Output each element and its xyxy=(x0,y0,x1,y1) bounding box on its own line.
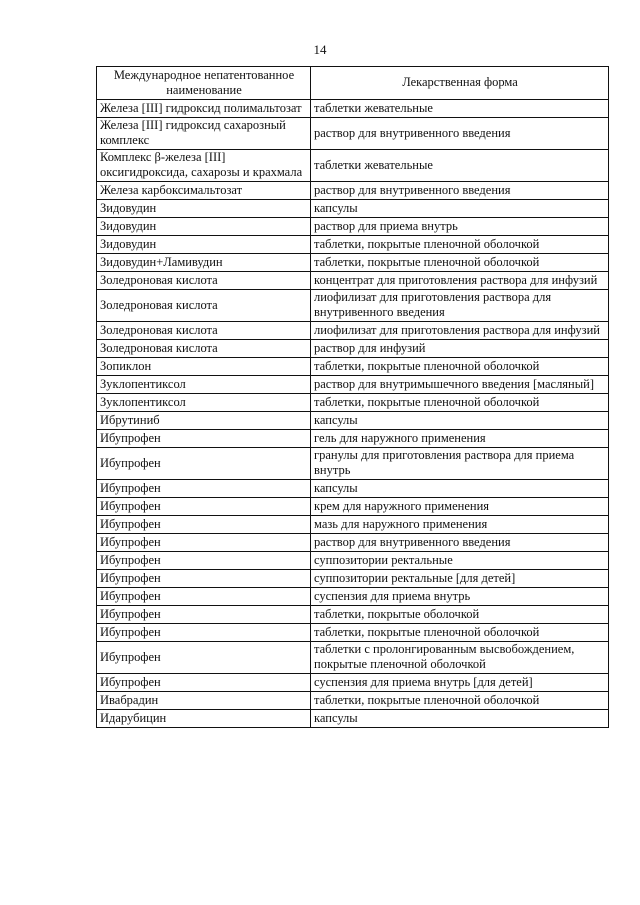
cell-dosage-form: раствор для инфузий xyxy=(311,340,609,358)
table-row xyxy=(97,498,609,516)
header-inn: Международное непатентованное наименование xyxy=(97,67,311,100)
cell-inn: Ибупрофен xyxy=(97,430,311,448)
table-row xyxy=(97,118,609,150)
table-row xyxy=(97,322,609,340)
table-row xyxy=(97,272,609,290)
cell-dosage-form: гранулы для приготовления раствора для приема внутрь xyxy=(311,448,609,480)
table-row xyxy=(97,534,609,552)
cell-dosage-form: суппозитории ректальные xyxy=(311,552,609,570)
cell-inn: Ибупрофен xyxy=(97,498,311,516)
cell-inn: Ибупрофен xyxy=(97,480,311,498)
table-row xyxy=(97,100,609,118)
cell-dosage-form: таблетки, покрытые пленочной оболочкой xyxy=(311,254,609,272)
cell-dosage-form: крем для наружного применения xyxy=(311,498,609,516)
table-row xyxy=(97,552,609,570)
table-body xyxy=(97,100,609,728)
cell-dosage-form: суспензия для приема внутрь [для детей] xyxy=(311,674,609,692)
table-row xyxy=(97,394,609,412)
cell-inn: Зидовудин xyxy=(97,236,311,254)
cell-inn: Золедроновая кислота xyxy=(97,290,311,322)
table-row xyxy=(97,692,609,710)
table-row xyxy=(97,340,609,358)
table-row xyxy=(97,254,609,272)
cell-inn: Золедроновая кислота xyxy=(97,272,311,290)
cell-inn: Ибупрофен xyxy=(97,624,311,642)
table-row xyxy=(97,448,609,480)
table-row xyxy=(97,606,609,624)
table-row xyxy=(97,150,609,182)
cell-inn: Зидовудин xyxy=(97,218,311,236)
cell-inn: Зуклопентиксол xyxy=(97,394,311,412)
cell-dosage-form: гель для наружного применения xyxy=(311,430,609,448)
cell-dosage-form: таблетки, покрытые пленочной оболочкой xyxy=(311,624,609,642)
table-row xyxy=(97,182,609,200)
table-header-row xyxy=(97,67,609,100)
cell-inn: Ивабрадин xyxy=(97,692,311,710)
cell-dosage-form: раствор для внутримышечного введения [масляный] xyxy=(311,376,609,394)
cell-dosage-form: таблетки, покрытые пленочной оболочкой xyxy=(311,394,609,412)
cell-dosage-form: таблетки жевательные xyxy=(311,150,609,182)
cell-dosage-form: таблетки с пролонгированным высвобождением, покрытые пленочной оболочкой xyxy=(311,642,609,674)
cell-inn: Ибрутиниб xyxy=(97,412,311,430)
table-row xyxy=(97,358,609,376)
table-row xyxy=(97,674,609,692)
cell-inn: Ибупрофен xyxy=(97,516,311,534)
cell-inn: Ибупрофен xyxy=(97,642,311,674)
drug-table xyxy=(96,66,609,728)
table-row xyxy=(97,376,609,394)
cell-inn: Ибупрофен xyxy=(97,606,311,624)
cell-inn: Ибупрофен xyxy=(97,448,311,480)
cell-dosage-form: суппозитории ректальные [для детей] xyxy=(311,570,609,588)
cell-inn: Железа [III] гидроксид полимальтозат xyxy=(97,100,311,118)
table-row xyxy=(97,200,609,218)
cell-dosage-form: раствор для приема внутрь xyxy=(311,218,609,236)
table-row xyxy=(97,480,609,498)
cell-dosage-form: капсулы xyxy=(311,412,609,430)
cell-inn: Золедроновая кислота xyxy=(97,322,311,340)
table-row xyxy=(97,412,609,430)
header-dosage-form: Лекарственная форма xyxy=(311,67,609,100)
cell-inn: Золедроновая кислота xyxy=(97,340,311,358)
cell-inn: Ибупрофен xyxy=(97,588,311,606)
table-row xyxy=(97,570,609,588)
cell-dosage-form: таблетки, покрытые пленочной оболочкой xyxy=(311,236,609,254)
table-row xyxy=(97,588,609,606)
cell-dosage-form: лиофилизат для приготовления раствора для инфузий xyxy=(311,322,609,340)
cell-inn: Ибупрофен xyxy=(97,534,311,552)
cell-dosage-form: суспензия для приема внутрь xyxy=(311,588,609,606)
cell-inn: Идарубицин xyxy=(97,710,311,728)
cell-inn: Зидовудин xyxy=(97,200,311,218)
cell-dosage-form: мазь для наружного применения xyxy=(311,516,609,534)
cell-dosage-form: раствор для внутривенного введения xyxy=(311,182,609,200)
cell-dosage-form: капсулы xyxy=(311,480,609,498)
cell-dosage-form: концентрат для приготовления раствора для инфузий xyxy=(311,272,609,290)
cell-dosage-form: раствор для внутривенного введения xyxy=(311,534,609,552)
cell-inn: Ибупрофен xyxy=(97,552,311,570)
table-row xyxy=(97,430,609,448)
table-row xyxy=(97,218,609,236)
cell-dosage-form: таблетки, покрытые пленочной оболочкой xyxy=(311,692,609,710)
table-row xyxy=(97,710,609,728)
cell-inn: Зопиклон xyxy=(97,358,311,376)
table-row xyxy=(97,624,609,642)
cell-dosage-form: таблетки, покрытые оболочкой xyxy=(311,606,609,624)
cell-dosage-form: таблетки, покрытые пленочной оболочкой xyxy=(311,358,609,376)
table-row xyxy=(97,236,609,254)
table-row xyxy=(97,290,609,322)
table-row xyxy=(97,516,609,534)
cell-inn: Железа карбоксимальтозат xyxy=(97,182,311,200)
cell-inn: Ибупрофен xyxy=(97,570,311,588)
cell-dosage-form: капсулы xyxy=(311,710,609,728)
cell-inn: Зуклопентиксол xyxy=(97,376,311,394)
cell-dosage-form: раствор для внутривенного введения xyxy=(311,118,609,150)
cell-inn: Железа [III] гидроксид сахарозный комплекс xyxy=(97,118,311,150)
cell-dosage-form: таблетки жевательные xyxy=(311,100,609,118)
table-row xyxy=(97,642,609,674)
cell-inn: Ибупрофен xyxy=(97,674,311,692)
cell-dosage-form: капсулы xyxy=(311,200,609,218)
cell-inn: Зидовудин+Ламивудин xyxy=(97,254,311,272)
cell-dosage-form: лиофилизат для приготовления раствора для внутривенного введения xyxy=(311,290,609,322)
cell-inn: Комплекс β-железа [III] оксигидроксида, сахарозы и крахмала xyxy=(97,150,311,182)
page-number: 14 xyxy=(313,42,327,57)
